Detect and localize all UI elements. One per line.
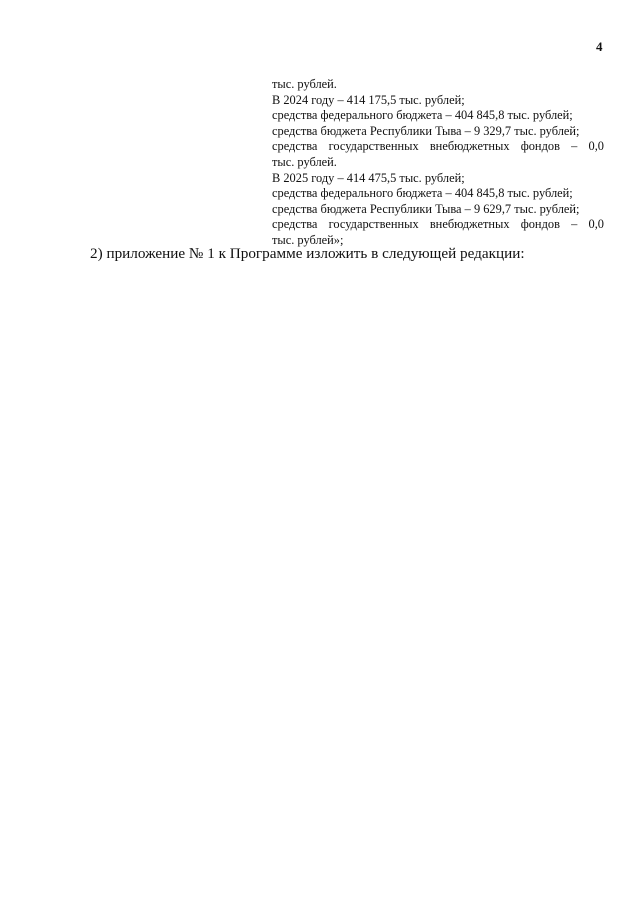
budget-funding-block — [272, 77, 604, 249]
page-number: 4 — [596, 39, 603, 54]
budget-line: В 2024 году – 414 175,5 тыс. рублей; — [272, 92, 465, 107]
budget-line: средства федерального бюджета – 404 845,8 тыс. рублей; — [272, 186, 573, 201]
budget-line: тыс. рублей. — [272, 154, 337, 169]
amendment-paragraph: 2) приложение № 1 к Программе изложить в следующей редакции: — [90, 245, 525, 262]
budget-line: средства бюджета Республики Тыва – 9 629,7 тыс. рублей; — [272, 201, 580, 216]
budget-line: средства государственных внебюджетных фондов – 0,0 — [272, 217, 604, 232]
budget-line: тыс. рублей»; — [272, 232, 344, 247]
budget-line: В 2025 году – 414 475,5 тыс. рублей; — [272, 170, 465, 185]
budget-line: тыс. рублей. — [272, 77, 337, 91]
budget-line: средства федерального бюджета – 404 845,8 тыс. рублей; — [272, 108, 573, 123]
budget-line: средства государственных внебюджетных фондов – 0,0 — [272, 139, 604, 154]
budget-line: средства бюджета Республики Тыва – 9 329,7 тыс. рублей; — [272, 123, 580, 138]
